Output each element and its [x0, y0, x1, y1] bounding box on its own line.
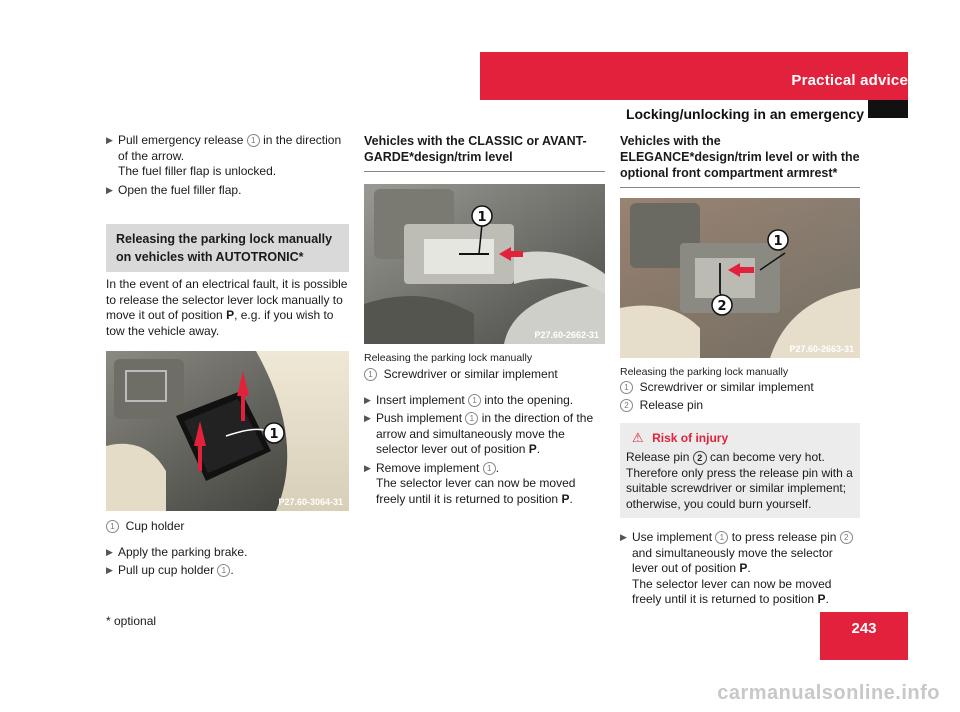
cup-holder-illustration	[106, 351, 349, 511]
step-push-implement: ▶ Push implement 1 in the direction of the arrow and simultaneously move the selector lever out of position P.	[364, 411, 594, 456]
watermark: carmanualsonline.info	[717, 682, 940, 704]
photo-cup-holder	[106, 351, 349, 511]
divider	[620, 187, 860, 188]
step-arrow-icon: ▶	[106, 546, 113, 557]
step-arrow-icon: ▶	[364, 394, 371, 405]
step-insert-implement: ▶ Insert implement 1 into the opening.	[364, 392, 574, 407]
svg-text:1: 1	[477, 210, 487, 225]
legend-item-2: 2 Release pin	[620, 398, 860, 414]
column-2	[364, 133, 605, 507]
section-heading-autotronic: Releasing the parking lock manually on vehicles with AUTOTRONIC*	[106, 224, 349, 272]
thumb-tab	[868, 100, 908, 118]
step-arrow-icon: ▶	[364, 462, 371, 473]
release-pin-illustration	[620, 198, 860, 358]
photo-elegance	[620, 198, 860, 358]
callout-1: 1	[247, 134, 260, 147]
legend-item-1: 1 Cup holder	[106, 519, 349, 535]
section-heading-elegance: Vehicles with the ELEGANCE*design/trim level or with the optional front compartment armrest*	[620, 134, 860, 180]
warning-triangle-icon: ⚠	[632, 430, 644, 445]
intro-paragraph: In the event of an electrical fault, it is possible to release the selector lever lock manually to move it out of position P, e.g. if you wish to tow the vehicle away.	[106, 277, 348, 338]
step-arrow-icon: ▶	[106, 135, 113, 145]
svg-text:1: 1	[773, 234, 783, 249]
step-pull-emergency-release: ▶ Pull emergency release 1 in the direction of the arrow. The fuel filler flap is unlocked.	[106, 133, 342, 178]
svg-text:2: 2	[717, 299, 727, 314]
subsection-title: Locking/unlocking in an emergency	[625, 106, 864, 122]
page-number: 243	[851, 620, 877, 637]
divider	[364, 171, 605, 172]
step-arrow-icon: ▶	[364, 413, 371, 423]
step-arrow-icon: ▶	[620, 532, 627, 542]
legend-item-1: 1 Screwdriver or similar implement	[364, 367, 605, 383]
step-arrow-icon: ▶	[106, 565, 113, 575]
step-use-implement: ▶ Use implement 1 to press release pin 2 and simultaneously move the selector lever out of position P. The selector lever can now be moved freely until it is returned to position P.	[620, 530, 860, 608]
svg-text:1: 1	[269, 427, 279, 442]
photo-caption: Releasing the parking lock manually	[364, 352, 533, 364]
step-pull-cup-holder: ▶ Pull up cup holder 1 .	[106, 563, 234, 577]
screwdriver-illustration	[364, 184, 605, 344]
step-result: The fuel filler flap is unlocked.	[118, 164, 277, 178]
section-heading-classic: Vehicles with the CLASSIC or AVANT-GARDE*design/trim level	[364, 134, 587, 164]
step-remove-implement: ▶ Remove implement 1 . The selector lever can now be moved freely until it is returned to position P.	[364, 460, 576, 506]
warning-header: ⚠ Risk of injury	[632, 430, 729, 445]
step-apply-parking-brake: ▶ Apply the parking brake.	[106, 544, 248, 559]
photo-code: P27.60-2662-31	[534, 330, 599, 340]
step-arrow-icon: ▶	[106, 184, 113, 195]
photo-code: P27.60-3064-31	[278, 497, 343, 507]
column-1	[106, 133, 349, 579]
warning-text: Release pin 2 can become very hot. Therefore only press the release pin with a suitable screwdriver or similar implement; otherwise, you could burn yourself.	[626, 450, 853, 511]
legend-item-1: 1 Screwdriver or similar implement	[620, 380, 860, 396]
footnote: * optional	[106, 614, 157, 628]
section-title: Practical advice	[791, 72, 908, 89]
step-open-flap: ▶ Open the fuel filler flap.	[106, 182, 242, 197]
photo-code: P27.60-2663-31	[789, 344, 854, 354]
photo-caption: Releasing the parking lock manually	[620, 366, 789, 378]
photo-classic	[364, 184, 605, 344]
column-3	[620, 133, 860, 608]
warning-box	[620, 423, 860, 518]
